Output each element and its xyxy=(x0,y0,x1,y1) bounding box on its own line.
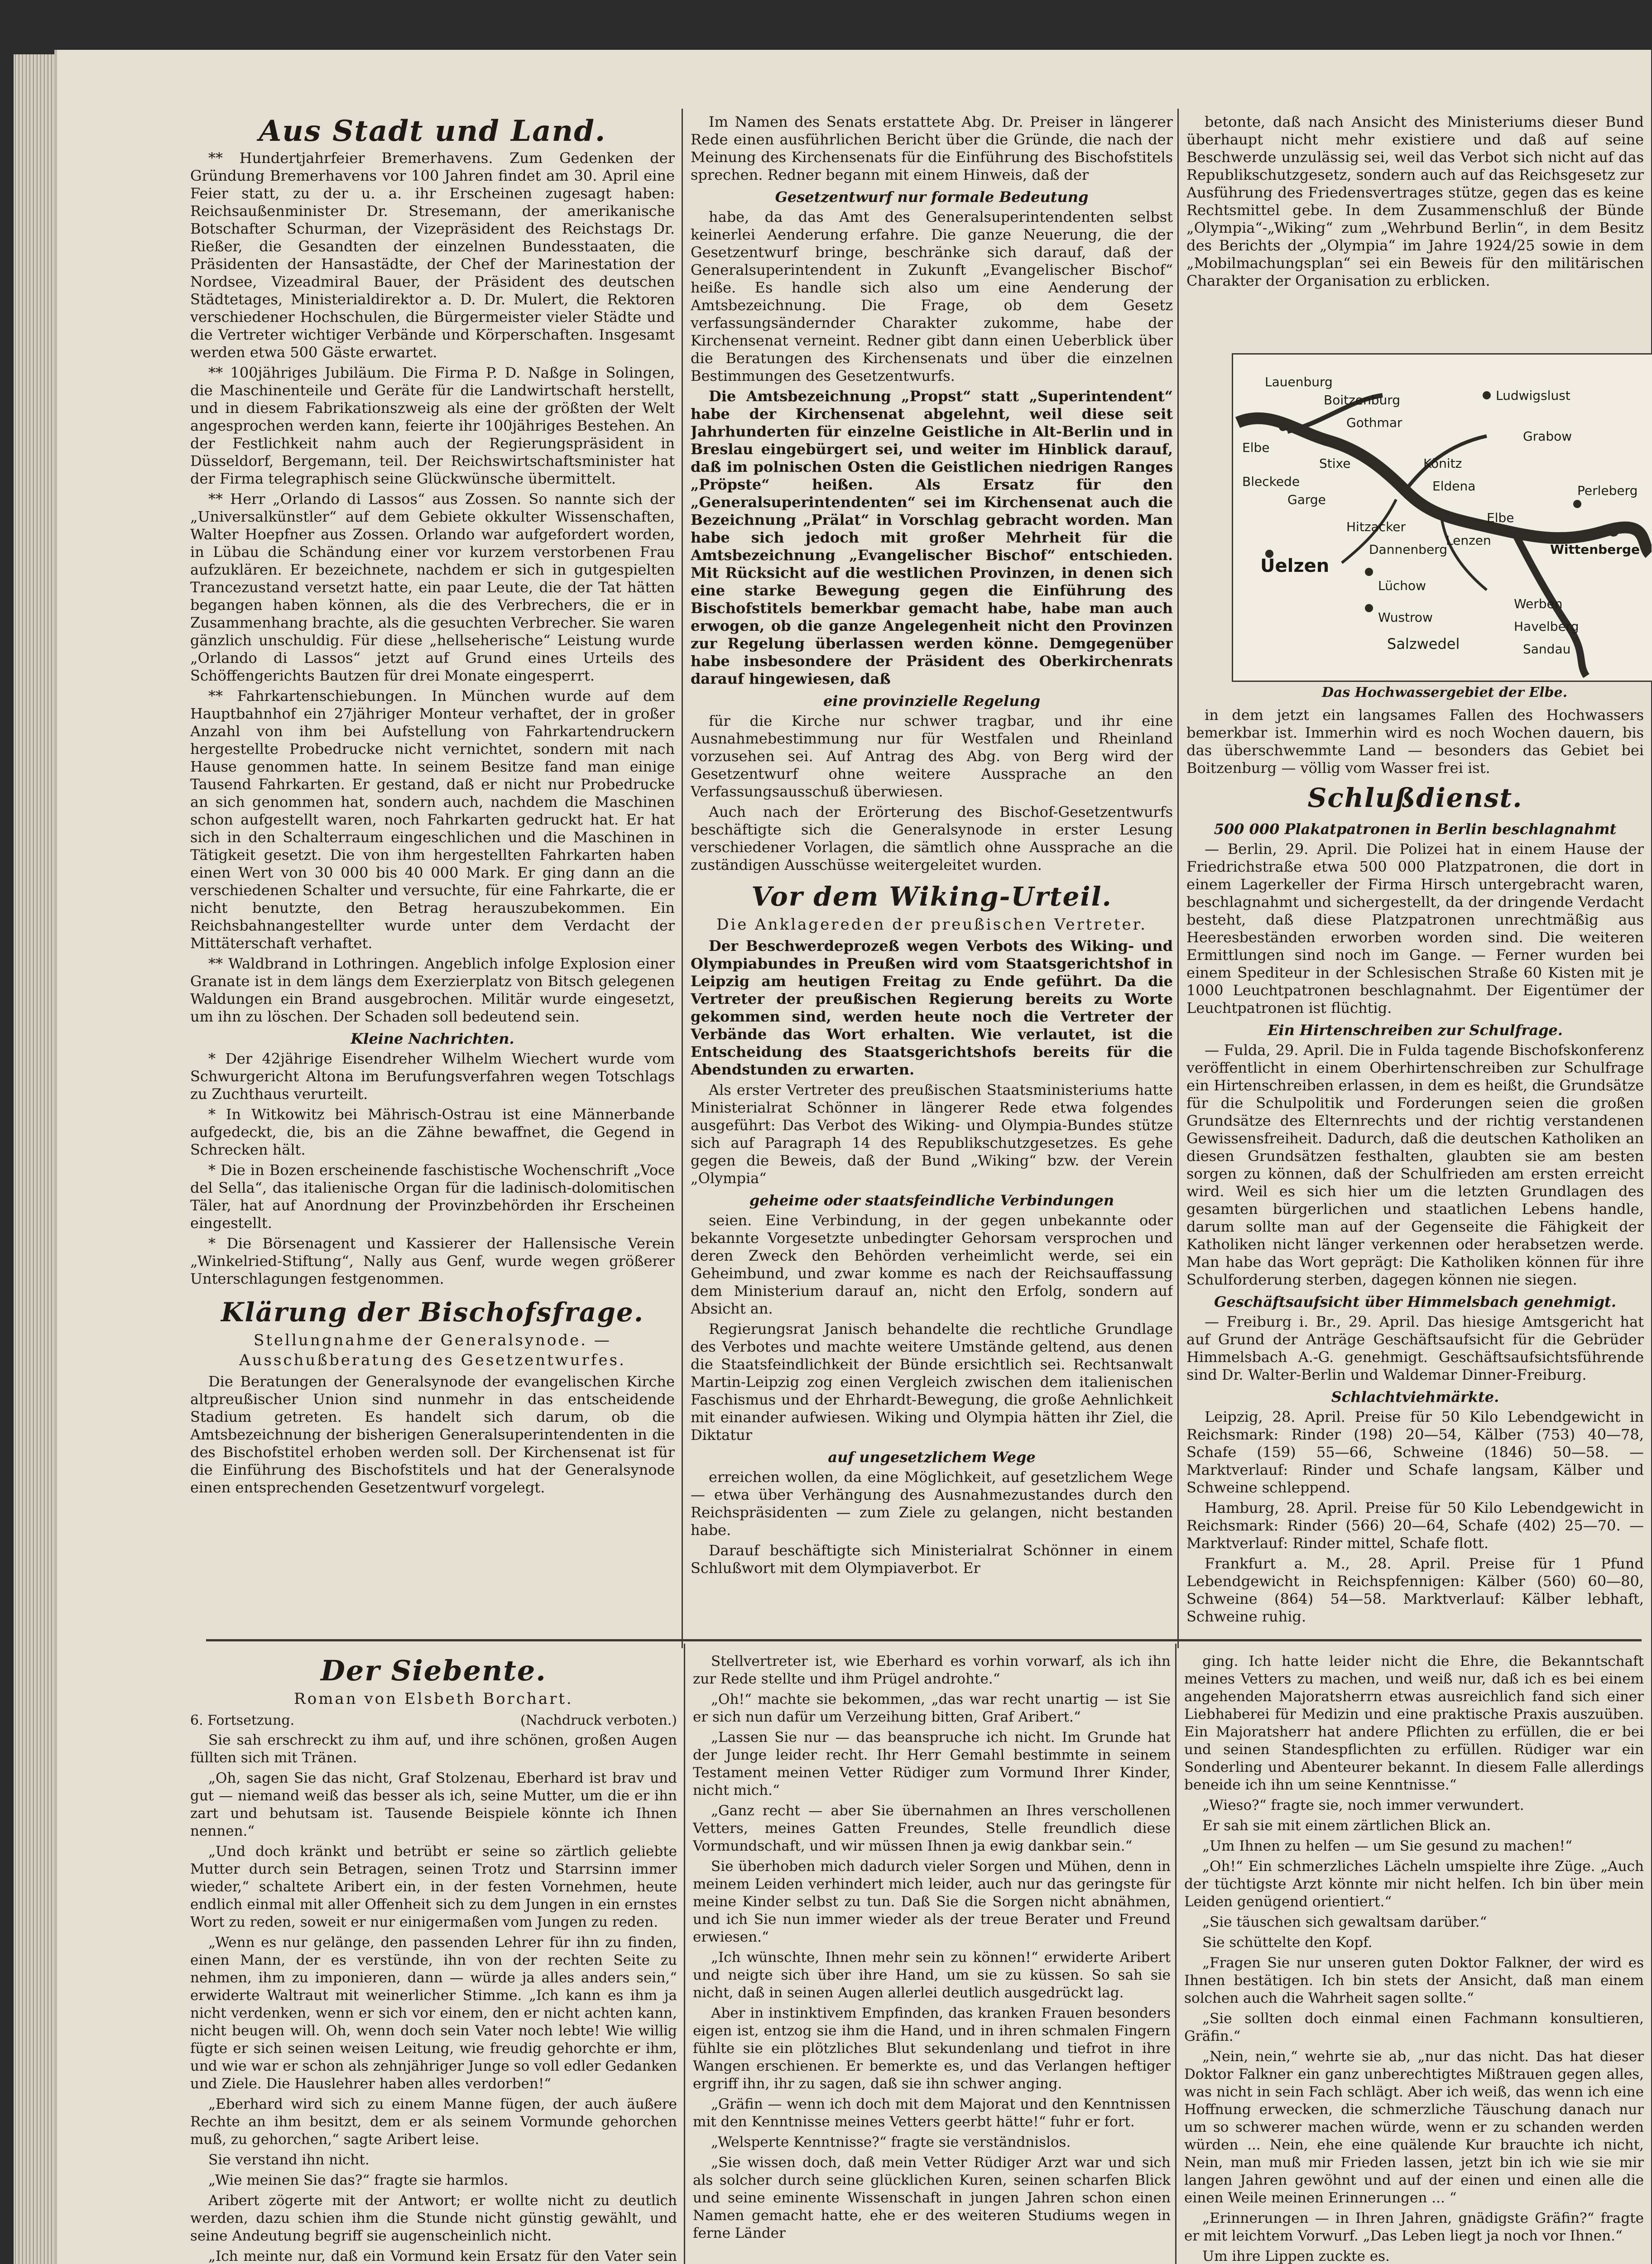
map-label: Werben xyxy=(1514,596,1563,611)
novel-paragraph: „Erinnerungen — in Ihren Jahren, gnädigste Gräfin?“ fragte er mit leichtem Vorwurf. „Das Leben liegt ja noch vor Ihnen.“ xyxy=(1184,2210,1644,2244)
map-label: Grabow xyxy=(1523,429,1572,444)
article-text: — Berlin, 29. April. Die Polizei hat in einem Hause der Friedrichstraße etwa 500 000 Platzpatronen, die dort in einem Lagerkeller der Firma Hirsch untergebracht waren, beschlagnahmt und sichergestellt, da der dringende Verdacht besteht, daß diese Platzpatronen unrechtmäßig aus Heeresbeständen erworben worden sind. Die weiteren Ermittlungen sind noch im Gange. — Ferner wurden bei einem Spediteur in der Schlesischen Straße 60 Kisten mit je 1000 Leuchtpatronen beschlagnahmt. Der Eigentümer der Leuchtpatronen ist flüchtig. xyxy=(1186,840,1644,1017)
novel-paragraph: „Wie meinen Sie das?“ fragte sie harmlos. xyxy=(208,2172,509,2188)
article-text: erreichen wollen, da eine Möglichkeit, auf gesetzlichem Wege — etwa über Verhängung des Ausnahmezustandes durch den Reichspräsidenten — zum Ziele zu gelangen, nicht bestanden habe. xyxy=(691,1468,1173,1539)
novel-paragraph: „Eberhard wird sich zu einem Manne fügen, der auch äußere Rechte an ihm besitzt, dem er als seinem Vormunde gehorchen muß, zu gehorchen,“ sagte Aribert leise. xyxy=(190,2096,677,2148)
novel-paragraph: „Oh!“ machte sie bekommen, „das war recht unartig — ist Sie er sich nun dafür um Verzeihung bitten, Graf Aribert.“ xyxy=(693,1691,1171,1725)
novel-author: Roman von Elsbeth Borchart. xyxy=(294,1690,573,1708)
novel-paragraph: Sie verstand ihn nicht. xyxy=(208,2152,370,2168)
map-label: Gothmar xyxy=(1346,415,1402,430)
novel-paragraph: „Fragen Sie nur unseren guten Doktor Falkner, der wird es Ihnen bestätigen. Ich bin stets der Ansicht, daß man einem solchen auch die Wahrheit sagen sollte.“ xyxy=(1184,1955,1644,2006)
market-report: Hamburg, 28. April. Preise für 50 Kilo Lebendgewicht in Reichsmark: Rinder (566) 20—64, Schafe (402) 25—70. — Marktverlauf: Rinder mittel, Schafe flott. xyxy=(1186,1499,1644,1552)
subheading: Gesetzentwurf nur formale Bedeutung xyxy=(775,188,1089,206)
novel-paragraph: Sie sah erschreckt zu ihm auf, und ihre schönen, großen Augen füllten sich mit Tränen. xyxy=(190,1732,677,1766)
town-marker xyxy=(1279,423,1287,431)
news-item: * Die in Bozen erscheinende faschistische Wochenschrift „Voce del Sella“, das italienische Organ für die ladinisch-dolomitischen Täler, hat auf Anordnung der Provinzbehörden ihr Erscheinen eingestellt. xyxy=(190,1161,675,1232)
novel-paragraph: Er sah sie mit einem zärtlichen Blick an. xyxy=(1202,1818,1491,1834)
news-heading: Kleine Nachrichten. xyxy=(351,1030,514,1047)
town-marker xyxy=(1365,568,1373,576)
article-text: in dem jetzt ein langsames Fallen des Hochwassers bemerkbar ist. Immerhin wird es noch Wochen dauern, bis das überschwemmte Land — besonders das Gebiet bei Boitzenburg — völlig vom Wasser frei ist. xyxy=(1186,706,1644,777)
section-subtitle: Die Anklagereden der preußischen Vertreter. xyxy=(716,916,1147,934)
novel-paragraph: „Sie wissen doch, daß mein Vetter Rüdiger Arzt war und sich als solcher durch seine glücklichen Kuren, seinen scharfen Blick und seine eminente Wissenschaft in jungen Jahren schon einen Namen gemacht hatte, ehe er des weiteren Studiums wegen in ferne Länder xyxy=(693,2154,1171,2241)
article-text: — Fulda, 29. April. Die in Fulda tagende Bischofskonferenz veröffentlicht in einem Oberhirtenschreiben zur Schulfrage ein Hirtenschreiben erlassen, in dem es heißt, die Grundsätze für die Schulpolitik und Forderungen seien die großen Grundsätze des Elternrechts und der richtig verstandenen Gewissensfreiheit. Dadurch, daß die deutschen Katholiken an diesen Grundsätzen festhalten, glaubten sie am besten sorgen zu können, daß der Schulfrieden am ersten erreicht wird. Weil es sich hier um die letzten Grundlagen des gesamten bürgerlichen und staatlichen Lebens handle, darum sollte man auf der Gegenseite die Fähigkeit der Katholiken nicht länger verkennen oder herabsetzen werde. Man habe das Wort geprägt: Die Katholiken können für ihre Schulforderung sterben, dagegen können nie siegen. xyxy=(1186,1041,1644,1288)
town-marker xyxy=(1573,500,1581,508)
novel-column-2 xyxy=(693,1653,1171,2264)
section-title-bischofsfrage: Klärung der Bischofsfrage. xyxy=(221,1297,644,1328)
novel-paragraph: „Nein, nein,“ wehrte sie ab, „nur das nicht. Das hat dieser Doktor Falkner ein ganz unberechtigtes Mißtrauen gegen alles, was nicht in sein Fach schlägt. Aber ich weiß, das wenn ich eine Hoffnung erwecken, die schmerzliche Täuschung danach nur um so schwerer machen würde, wenn er zu schanden werden würden ... Nein, ehe eine quälende Kur brauchte ich nicht, Nein, man muß mir Frieden lassen, jetzt bin ich wie sie mir langen Jahren gewöhnt und auf der einen und einen alle die einen Weile meinen Erinnerungen ... “ xyxy=(1184,2048,1644,2206)
novel-paragraph: Sie schüttelte den Kopf. xyxy=(1202,1934,1373,1951)
map-label: Uelzen xyxy=(1260,556,1330,576)
middle-column xyxy=(691,113,1173,1635)
map-label: Könitz xyxy=(1423,456,1462,471)
map-graphic xyxy=(1233,355,1652,678)
novel-column-1 xyxy=(190,1653,677,2264)
article-lassos: ** Herr „Orlando di Lassos“ aus Zossen. So nannte sich der „Universalkünstler“ auf dem Gebiete okkulter Wissenschaften, Walter Hoepfner aus Zossen. Orlando war aufgefordert worden, in Lübau die Schändung einer vor kurzem verstorbenen Frau aufzuklären. Er bezeichnete, nachdem er sich in gutgespielten Trancezustand versetzt hatte, ein paar Leute, die der Tat hätten begangen haben können, als die des Verbrechers, die er in Zusammenhang brachte, als die gesuchten Verbrecher. Sie waren gänzlich unschuldig. Für diese „hellseherische“ Leistung wurde „Orlando di Lassos“ jetzt auf Grund eines Urteils des Schöffengerichts Bautzen für drei Monate eingesperrt. xyxy=(190,490,675,684)
news-item: * Die Börsenagent und Kassierer der Hallensische Verein „Winkelried-Stiftung“, Nally aus Genf, wurde wegen größerer Unterschlagungen festgenommen. xyxy=(190,1235,675,1287)
novel-paragraph: „Ich meinte nur, daß ein Vormund kein Ersatz für den Vater sein xyxy=(208,2248,677,2264)
column-rule-3 xyxy=(684,1644,685,2264)
novel-paragraph: Sie überhoben mich dadurch vieler Sorgen und Mühen, denn in meinem Leiden verhindert mich leider, auch nur das geringste für meine Kinder selbst zu tun. Daß Sie die Sorgen nicht abnähmen, und ich Sie nun immer wieder als der treue Berater und Freund erwiesen.“ xyxy=(693,1858,1171,1945)
column-rule-1 xyxy=(682,109,683,1648)
left-column xyxy=(190,113,675,1635)
subheading: Ein Hirtenschreiben zur Schulfrage. xyxy=(1268,1022,1563,1039)
town-marker xyxy=(1608,526,1619,537)
article-fahrkarten: ** Fahrkartenschiebungen. In München wurde auf dem Hauptbahnhof ein 27jähriger Monteur verhaftet, der in großer Anzahl von ihm bei Aufstellung von Fahrkartendruckern hergestellte Probedrucke nicht vernichtet, sondern mit nach Hause genommen hatte. In seinem Besitze fand man einige Tausend Fahrkarten. Er gestand, daß er nicht nur Probedrucke an sich genommen hat, sondern auch, nachdem die Maschinen schon aufgestellt waren, noch Fahrkarten gedruckt hat. Er hat sich in den Schalterraum eingeschlichen und die Maschinen in Tätigkeit gesetzt. Die von ihm hergestellten Fahrkarten haben einen Wert von 30 000 bis 40 000 Mark. Er ging dann an die verschiedenen Schalter und versuchte, für eine Fahrkarte, die er nicht benutzte, den Betrag herauszubekommen. Ein Reichsbahnangestellter wurde unter dem Verdacht der Mittäterschaft verhaftet. xyxy=(190,687,675,952)
map-label: Wittenberge xyxy=(1550,542,1640,557)
article-text: für die Kirche nur schwer tragbar, und ihr eine Ausnahmebestimmung nur für Westfalen und Rheinland vorzusehen sei. Auf Antrag des Abg. von Berg wird der Gesetzentwurf ohne weitere Aussprache an den Verfassungsausschuß überwiesen. xyxy=(691,712,1173,800)
article-text: Im Namen des Senats erstattete Abg. Dr. Preiser in längerer Rede einen ausführlichen Bericht über die Gründe, die nach der Meinung des Kirchensenats für die Einführung des Bischofstitels sprechen. Redner begann mit einem Hinweis, daß der xyxy=(691,113,1173,183)
novel-paragraph: „Oh, sagen Sie das nicht, Graf Stolzenau, Eberhard ist brav und gut — niemand weiß das besser als ich, seine Mutter, um die er ihn zart und behutsam ist. Tausende Beispiele könnte ich Ihnen nennen.“ xyxy=(190,1770,677,1839)
map-label: Lüchow xyxy=(1378,578,1426,593)
map-label: Ludwigslust xyxy=(1496,388,1570,403)
map-label: Boitzenburg xyxy=(1324,393,1401,408)
market-report: Leipzig, 28. April. Preise für 50 Kilo Lebendgewicht in Reichsmark: Rinder (198) 20—54, Kälber (753) 40—78, Schafe (159) 55—66, Schweine (1846) 50—58. — Marktverlauf: Rinder und Schafe langsam, Kälber und Schweine schleppend. xyxy=(1186,1408,1644,1496)
article-waldbrand: ** Waldbrand in Lothringen. Angeblich infolge Explosion einer Granate ist in dem längs dem Exerzierplatz von Bitsch gelegenen Waldungen ein Brand ausgebrochen. Militär wurde eingesetzt, um ihn zu löschen. Der Schaden soll bedeutend sein. xyxy=(190,955,675,1025)
map-label: Dannenberg xyxy=(1369,542,1447,557)
article-text: Regierungsrat Janisch behandelte die rechtliche Grundlage des Verbotes und machte weitere Umstände geltend, aus denen die Staatsfeindlichkeit der Bünde ersichtlich sei. Rechtsanwalt Martin-Leipzig zog einen Vergleich zwischen dem italienischen Faschismus und der Ehrhardt-Bewegung, die große Aehnlichkeit mit einander aufwiesen. Wiking und Olympia hätten ihr Ziel, die Diktatur xyxy=(691,1320,1173,1444)
section-title-wiking: Vor dem Wiking-Urteil. xyxy=(751,881,1112,912)
town-marker xyxy=(1324,436,1332,445)
article-text: Der Beschwerdeprozeß wegen Verbots des Wiking- und Olympiabundes in Preußen wird vom Staatsgerichtshof in Leipzig am heutigen Freitag zu Ende geführt. Da die Vertreter der preußischen Regierung bereits zu Worte gekommen sind, werden heute noch die Vertreter der Verbände das Wort erhalten. Wie verlautet, ist die Entscheidung des Staatsgerichtshofs bereits für die Abendstunden zu erwarten. xyxy=(691,937,1173,1078)
news-item: * Der 42jährige Eisendreher Wilhelm Wiechert wurde vom Schwurgericht Altona im Berufungsverfahren wegen Totschlags zu Zuchthaus verurteilt. xyxy=(190,1050,675,1103)
map-label: Elbe xyxy=(1242,440,1270,455)
novel-column-3 xyxy=(1184,1653,1644,2264)
article-text: Als erster Vertreter des preußischen Staatsministeriums hatte Ministerialrat Schönner in längerer Rede etwa folgendes ausgeführt: Das Verbot des Wiking- und Olympia-Bundes stütze sich auf Paragraph 14 des Republikschutzgesetzes. Es gehe gegen die Beweis, daß der Bund „Wiking“ bzw. der Verein „Olympia“ xyxy=(691,1081,1173,1187)
novel-paragraph: „Wieso?“ fragte sie, noch immer verwundert. xyxy=(1202,1797,1524,1813)
map-label: Hitzacker xyxy=(1346,519,1406,534)
novel-paragraph: „Lassen Sie nur — das beanspruche ich nicht. Im Grunde hat der Junge leider recht. Ihr Herr Gemahl bestimmte in seinem Testament meinen Vetter Rüdiger zum Vormund Ihrer Kinder, nicht mich.“ xyxy=(693,1729,1171,1799)
novel-paragraph: „Um Ihnen zu helfen — um Sie gesund zu machen!“ xyxy=(1202,1838,1572,1854)
novel-paragraph: „Wenn es nur gelänge, den passenden Lehrer für ihn zu finden, einen Mann, der es verstünde, ihn von der rechten Seite zu nehmen, ihm zu imponieren, dann — würde ja alles anders sein,“ erwiderte Waltraut mit weinerlicher Stimme. „Ich kann es ihm ja nicht verdenken, wenn er sich vor einem, den er nicht achten kann, nicht beugen will. Oh, wenn doch sein Vater noch lebte! Wie willig fügte er sich seinen weisen Leitung, wie freudig gehorchte er ihm, und wie war er schon als zehnjähriger Junge so voll edler Gedanken und Ziele. Die Hauslehrer haben alles verdorben!“ xyxy=(190,1934,677,2092)
map-label: Lauenburg xyxy=(1265,374,1333,389)
map-label: Bleckede xyxy=(1242,474,1300,489)
novel-meta xyxy=(190,1712,677,1730)
novel-paragraph: Aber in instinktivem Empfinden, das kranken Frauen besonders eigen ist, entzog sie ihm die Hand, und in ihren schmalen Fingern fühlte sie ein plötzliches Blut sekundenlang und tiefrot in ihre Wangen erschienen. Er bemerkte es, und das Verlangen heftiger ergriff ihn, ihr zu sagen, daß sie ihn schwer anging. xyxy=(693,2005,1171,2092)
map-label: Elbe xyxy=(1487,510,1514,525)
column-rule-2 xyxy=(1177,109,1179,1648)
article-bischofsfrage: Die Beratungen der Generalsynode der evangelischen Kirche altpreußischer Union sind nunmehr in das entscheidende Stadium getreten. Es handelt sich darum, ob die Amtsbezeichnung der bisherigen Generalsuperintendenten in die des Bischofstitel erhoben werden soll. Der Kirchensenat ist für die Einführung des Bischofstitels und hat der Generalsynode einen entsprechenden Gesetzentwurf vorgelegt. xyxy=(190,1373,675,1496)
article-text: — Freiburg i. Br., 29. April. Das hiesige Amtsgericht hat auf Grund der Anträge Geschäftsaufsicht für die Gebrüder Himmelsbach A.-G. genehmigt. Geschäftsaufsichtsführende sind Dr. Walter-Berlin und Waldemar Dinner-Freiburg. xyxy=(1186,1313,1644,1383)
column-rule-4 xyxy=(1175,1644,1177,2264)
subheading: 500 000 Plakatpatronen in Berlin beschlagnahmt xyxy=(1214,820,1617,838)
book-page-edges xyxy=(14,54,54,2264)
right-column-bottom xyxy=(1186,706,1644,1635)
section-subtitle: Stellungnahme der Generalsynode. — Ausschußberatung des Gesetzentwurfes. xyxy=(239,1331,626,1369)
map-label: Wustrow xyxy=(1378,610,1433,625)
map-label: Sandau xyxy=(1523,642,1571,657)
map-label: Eldena xyxy=(1432,479,1476,494)
article-text: Darauf beschäftigte sich Ministerialrat Schönner in einem Schlußwort mit dem Olympiaverbot. Er xyxy=(691,1542,1173,1577)
article-text: seien. Eine Verbindung, in der gegen unbekannte oder bekannte Vorgesetzte unbedingter Gehorsam versprochen und deren Zweck den Behörden verheimlicht werde, sei ein Geheimbund, und zwar komme es nach der Reichsauffassung dem Ministerium darauf an, nicht den Erfolg, sondern auf Absicht an. xyxy=(691,1212,1173,1317)
novel-paragraph: „Gräfin — wenn ich doch mit dem Majorat und den Kenntnissen mit den Kenntnisse meines Vetters geerbt hätte!“ fuhr er fort. xyxy=(693,2096,1171,2130)
subheading: geheime oder staatsfeindliche Verbindungen xyxy=(749,1192,1114,1209)
novel-paragraph: „Ganz recht — aber Sie übernahmen an Ihres verschollenen Vetters, meines Gatten Freundes, Stelle freundlich diese Vormundschaft, und wir müssen Ihnen ja ewig dankbar sein.“ xyxy=(693,1803,1171,1854)
elbe-flood-map xyxy=(1232,353,1652,682)
article-text: betonte, daß nach Ansicht des Ministeriums dieser Bund überhaupt nicht mehr existiere und daß auf seine Beschwerde unzulässig sei, weil das Verbot sich nicht auf das Republikschutzgesetz, sondern auch auf das Reichsgesetz zur Ausführung des Friedensvertrages stütze, gegen das es keine Rechtsmittel gebe. In dem Zusammenschluß der Bünde „Olympia“-„Wiking“ zum „Wehrbund Berlin“, in dem Besitz des Berichts der „Olympia“ im Jahre 1924/25 sowie in dem „Mobilmachungsplan“ sei ein Beweis für den militärischen Charakter der Organisation zu erblicken. xyxy=(1186,113,1644,289)
article-jubilaeum: ** 100jähriges Jubiläum. Die Firma P. D. Naßge in Solingen, die Maschinenteile und Geräte für die Landwirtschaft herstellt, und in diesem Fabrikationszweig als eine der größten der Welt angesprochen werden kann, feierte ihr 100jähriges Bestehen. An der Festlichkeit nahm auch der Regierungspräsident in Düsseldorf, Bergemann, teil. Der Reichswirtschaftsminister hat der Firma telegraphisch seine Glückwünsche übermittelt. xyxy=(190,364,675,487)
reprint-notice: (Nachdruck verboten.) xyxy=(520,1712,677,1728)
novel-paragraph: „Welsperte Kenntnisse?“ fragte sie verständnislos. xyxy=(711,2134,1071,2150)
map-label: Havelberg xyxy=(1514,619,1579,634)
novel-title: Der Siebente. xyxy=(321,1654,547,1687)
novel-paragraph: „Sie täuschen sich gewaltsam darüber.“ xyxy=(1202,1914,1487,1930)
section-title-stadt-land: Aus Stadt und Land. xyxy=(259,114,606,148)
novel-paragraph: Stellvertreter ist, wie Eberhard es vorhin vorwarf, als ich ihn zur Rede stellte und ihm Prügel androhte.“ xyxy=(693,1653,1171,1687)
town-marker xyxy=(1483,391,1491,399)
right-column-top xyxy=(1186,113,1644,349)
news-item: * In Witkowitz bei Mährisch-Ostrau ist eine Männerbande aufgedeckt, die, bis an die Zähne bewaffnet, die Gegend in Schrecken hält. xyxy=(190,1106,675,1158)
article-bremerhaven: ** Hundertjahrfeier Bremerhavens. Zum Gedenken der Gründung Bremerhavens vor 100 Jahren findet am 30. April eine Feier statt, zu der u. a. ihr Erscheinen zugesagt haben: Reichsaußenminister Dr. Stresemann, der amerikanische Botschafter Schurman, der Vizepräsident des Reichstags Dr. Rießer, die Gesandten der einzelnen Bundesstaaten, die Präsidenten der Hansastädte, der Chef der Marinestation der Nordsee, Vizeadmiral Bauer, der Präsident des deutschen Städtetages, Ministerialdirektor a. D. Dr. Mulert, die Rektoren verschiedener Hochschulen, die Bürgermeister vieler Städte und die Vertreter wichtiger Verbände und Körperschaften. Insgesamt werden etwa 500 Gäste erwartet. xyxy=(190,149,675,361)
map-caption: Das Hochwassergebiet der Elbe. xyxy=(1321,685,1568,700)
novel-paragraph: „Sie sollten doch einmal einen Fachmann konsultieren, Gräfin.“ xyxy=(1184,2010,1644,2044)
map-label: Lenzen xyxy=(1446,533,1491,548)
novel-installment: 6. Fortsetzung. xyxy=(190,1712,295,1728)
subheading: Geschäftsaufsicht über Himmelsbach genehmigt. xyxy=(1214,1293,1616,1310)
novel-paragraph: „Und doch kränkt und betrübt er seine so zärtlich geliebte Mutter durch sein Betragen, seinen Trotz und Starrsinn immer wieder,“ schaltete Aribert ein, in der festen Vornehmen, heute endlich einmal mit aller Offenheit sich zu dem Jungen in ein ernstes Wort zu reden, soweit er nur einigermaßen vom Jungen zu reden. xyxy=(190,1843,677,1930)
map-label: Garge xyxy=(1287,492,1326,507)
map-label: Perleberg xyxy=(1577,483,1638,498)
market-report: Frankfurt a. M., 28. April. Preise für 1 Pfund Lebendgewicht in Reichspfennigen: Kälber (560) 60—80, Schweine (864) 54—58. Marktverlauf: Kälber lebhaft, Schweine ruhig. xyxy=(1186,1555,1644,1625)
novel-paragraph: Aribert zögerte mit der Antwort; er wollte nicht zu deutlich werden, dazu schien ihm die Stunde nicht günstig gewählt, und seine Andeutung begriff sie augenscheinlich nicht. xyxy=(190,2192,677,2244)
article-text: Die Amtsbezeichnung „Propst“ statt „Superintendent“ habe der Kirchensenat abgelehnt, weil diese seit Jahrhunderten für einzelne Geistliche in Alt-Berlin und in Breslau eingebürgert sei, und weiter im Hinblick darauf, daß im polnischen Osten die Geistlichen niedrigen Ranges „Pröpste“ heißen. Als Ersatz für den „Generalsuperintendenten“ sei im Kirchensenat auch die Bezeichnung „Prälat“ in Vorschlag gebracht worden. Man habe sich jedoch mit großer Mehrheit für die Amtsbezeichnung „Evangelischer Bischof“ entschieden. Mit Rücksicht auf die westlichen Provinzen, in denen sich eine starke Bewegung gegen die Einführung des Bischofstitels bemerkbar gemacht habe, habe man auch erwogen, ob die ganze Angelegenheit nicht den Provinzen zur Regelung überlassen werden könne. Demgegenüber habe insbesondere der Präsident des Oberkirchenrats darauf hingewiesen, daß xyxy=(691,388,1173,687)
horizontal-rule xyxy=(206,1639,1642,1641)
novel-paragraph: ging. Ich hatte leider nicht die Ehre, die Bekanntschaft meines Vetters zu machen, und weiß nur, daß ich es bei einem angehenden Majoratsherrn etwas ausreichlich fand sich einer Liebhaberei für Medizin und eine praktische Praxis auszuüben. Ein Majoratsherr hat andere Pflichten zu erfüllen, die er bei und seinen Standespflichten zu erfüllen. Rüdiger war ein Sonderling und Abenteurer bekannt. In diesem Falle allerdings beneide ich ihn um seine Kenntnisse.“ xyxy=(1184,1653,1644,1793)
town-marker xyxy=(1365,604,1373,612)
novel-paragraph: Um ihre Lippen zuckte es. xyxy=(1202,2248,1390,2264)
novel-paragraph: „Oh!“ Ein schmerzliches Lächeln umspielte ihre Züge. „Auch der tüchtigste Arzt könnte mir nicht helfen. Ich bin über mein Leiden genügend orientiert.“ xyxy=(1184,1858,1644,1910)
map-label: Salzwedel xyxy=(1387,635,1460,652)
subheading: Schlachtviehmärkte. xyxy=(1331,1388,1499,1405)
map-label: Stixe xyxy=(1319,456,1351,471)
article-text: Auch nach der Erörterung des Bischof-Gesetzentwurfs beschäftigte sich die Generalsynode in erster Lesung verschiedener Vorlagen, die sämtlich ohne Aussprache an die zuständigen Ausschüsse weitergeleitet wurden. xyxy=(691,803,1173,873)
novel-paragraph: „Ich wünschte, Ihnen mehr sein zu können!“ erwiderte Aribert und neigte sich über ihre Hand, um sie zu küssen. So sah sie nicht, daß in seinen Augen allerlei deutlich ausgedrückt lag. xyxy=(693,1949,1171,2001)
article-text: habe, da das Amt des Generalsuperintendenten selbst keinerlei Aenderung erfahre. Die ganze Neuerung, die der Gesetzentwurf bringe, beschränke sich darauf, daß der Generalsuperintendent in Zukunft „Evangelischer Bischof“ heiße. Es handle sich also um eine Aenderung der Amtsbezeichnung. Die Frage, ob dem Gesetz verfassungsändernder Charakter zukomme, habe der Kirchensenat verneint. Redner gibt dann einen Ueberblick über die Beratungen des Kirchensenats und über die einzelnen Bestimmungen des Gesetzentwurfs. xyxy=(691,208,1173,384)
subheading: eine provinzielle Regelung xyxy=(823,692,1041,710)
subheading: auf ungesetzlichem Wege xyxy=(828,1449,1036,1466)
section-title-schlussdienst: Schlußdienst. xyxy=(1307,782,1523,813)
